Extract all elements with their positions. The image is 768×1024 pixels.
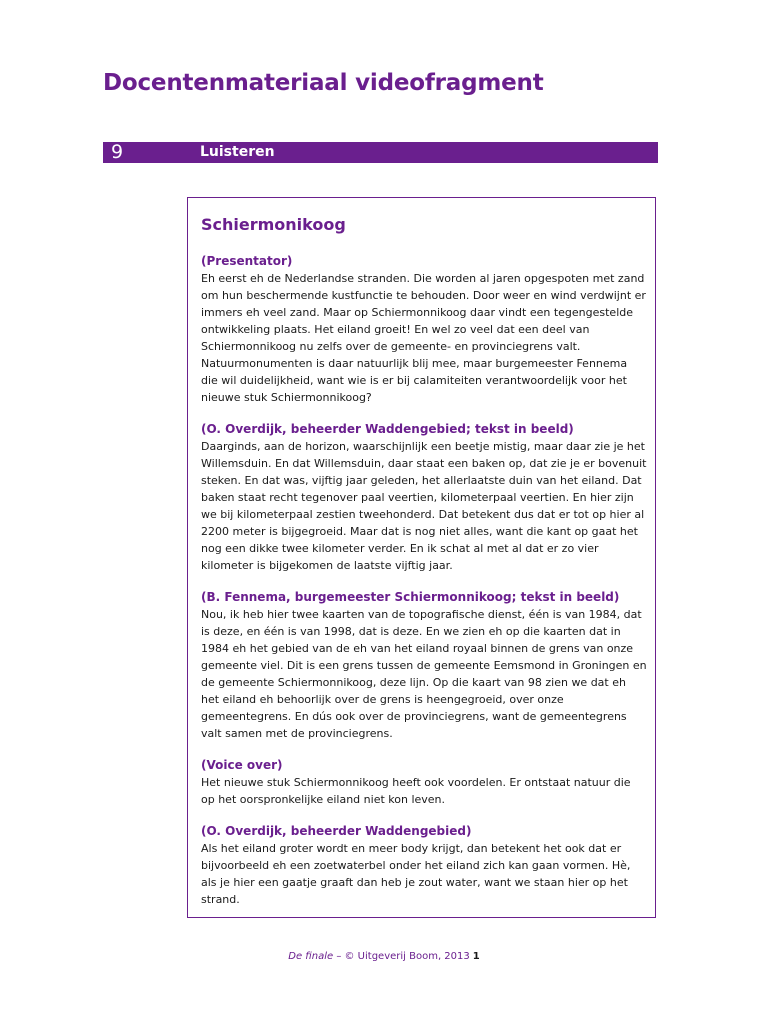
- transcript-block: [201, 757, 647, 808]
- page-footer: [0, 951, 768, 962]
- speaker-label: (O. Overdijk, beheerder Waddengebied): [201, 824, 472, 838]
- speaker-label: (O. Overdijk, beheerder Waddengebied; tekst in beeld): [201, 422, 574, 436]
- transcript-block: [201, 253, 647, 406]
- speaker-label: (Voice over): [201, 758, 283, 772]
- section-title: Luisteren: [200, 144, 275, 160]
- speech-text: Daarginds, aan de horizon, waarschijnlijk een beetje mistig, maar daar zie je het Willemsduin. En dat Willemsduin, daar staat een baken op, dat zie je er bovenuit steken. En dat was, vijftig jaar geleden, het allerlaatste duin van het eiland. Dat baken staat recht tegenover paal veertien, kilometerpaal veertien. En hier zijn we bij kilometerpaal zestien tweehonderd. Dat betekent dus dat er tot op hier al 2200 meter is bijgegroeid. Maar dat is nog niet alles, want die kant op gaat het nog een dikke twee kilometer verder. En ik schat al met al dat er zo vier kilometer is bijgekomen de laatste vijftig jaar.: [201, 440, 647, 572]
- page-number: 1: [472, 951, 480, 962]
- transcript-block: [201, 589, 647, 742]
- publication-name: De finale: [288, 951, 334, 962]
- copyright-notice: – © Uitgeverij Boom, 2013: [333, 951, 470, 962]
- speaker-label: (B. Fennema, burgemeester Schiermonnikoog; tekst in beeld): [201, 590, 620, 604]
- page-title: Docentenmateriaal videofragment: [103, 70, 544, 96]
- speech-text: Als het eiland groter wordt en meer body krijgt, dan betekent het ook dat er bijvoorbeeld eh een zoetwaterbel onder het eiland zich kan gaan vormen. Hè, als je hier een gaatje graaft dan heb je zout water, want we staan hier op het strand.: [201, 842, 631, 906]
- transcript-title: Schiermonikoog: [201, 215, 346, 234]
- transcript-box: [187, 197, 656, 918]
- speech-text: Eh eerst eh de Nederlandse stranden. Die worden al jaren opgespoten met zand om hun beschermende kustfunctie te behouden. Door weer en wind verdwijnt er immers eh veel zand. Maar op Schiermonnikoog daar vindt een tegengestelde ontwikkeling plaats. Het eiland groeit! En wel zo veel dat een deel van Schiermonnikoog nu zelfs over de gemeente- en provinciegrens valt. Natuurmonumenten is daar natuurlijk blij mee, maar burgemeester Fennema die wil duidelijkheid, want wie is er bij calamiteiten verantwoordelijk voor het nieuwe stuk Schiermonnikoog?: [201, 272, 646, 404]
- speech-text: Nou, ik heb hier twee kaarten van de topografische dienst, één is van 1984, dat is deze, en één is van 1998, dat is deze. En we zien eh op die kaarten dat in 1984 eh het gebied van de eh van het eiland royaal binnen de grens van onze gemeente viel. Dit is een grens tussen de gemeente Eemsmond in Groningen en de gemeente Schiermonnikoog, deze lijn. Op die kaart van 98 zien we dat eh het eiland eh behoorlijk over de grens is heengegroeid, over onze gemeentegrens. En dús ook over de provinciegrens, want de gemeentegrens valt samen met de provinciegrens.: [201, 608, 647, 740]
- section-number: 9: [111, 141, 124, 163]
- speaker-label: (Presentator): [201, 254, 293, 268]
- speech-text: Het nieuwe stuk Schiermonnikoog heeft ook voordelen. Er ontstaat natuur die op het oorspronkelijke eiland niet kon leven.: [201, 776, 631, 806]
- transcript-block: [201, 823, 647, 908]
- transcript-block: [201, 421, 647, 574]
- section-header-bar: [103, 142, 658, 163]
